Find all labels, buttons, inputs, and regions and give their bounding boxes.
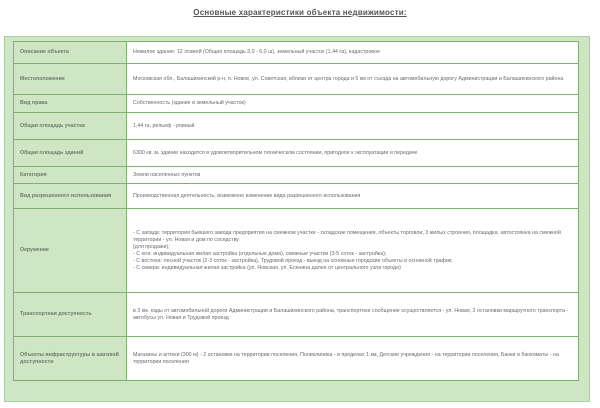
row-value: Собственность (здание и земельный участок) — [127, 95, 579, 113]
row-label: Местоположение — [14, 64, 127, 95]
table-row — [14, 209, 579, 293]
row-label: Общая площадь участка — [14, 113, 127, 140]
row-value: в 3 км. езды от автомобильной дороги Администрации и Балашихинского района, транспортное сообщение осуществляется - ул. Новая, 2 остановки маршрутного транспорта - автобусы ул. Новая и Трудовой проезд — [127, 293, 579, 337]
row-value: Производственная деятельность, возможное изменение вида разрешенного использования — [127, 184, 579, 209]
row-value: Московская обл., Балашихинский р-н, п. Новое, ул. Советская, вблизи от центра города и 5 км от съезда на автомобильную дорогу Администрации и Балашихинского района — [127, 64, 579, 95]
row-label: Категория — [14, 167, 127, 184]
row-label: Описание объекта — [14, 42, 127, 64]
surroundings-line: - С севера: индивидуальная жилая застройка (ул. Новская, ул. Есенина далее от центрального узла города) — [133, 264, 401, 271]
table-row — [14, 64, 579, 95]
table-row — [14, 337, 579, 381]
row-label: Общая площадь зданий — [14, 140, 127, 167]
table-row — [14, 113, 579, 140]
characteristics-card — [4, 36, 590, 402]
page-title: Основные характеристики объекта недвижимости: — [193, 8, 407, 17]
surroundings-line: - С востока: лесной участок (2-3 соток - застройка), Трудовой проезд - выезд на основные городские объекты и основной трафик; — [133, 257, 453, 264]
table-row — [14, 293, 579, 337]
table-row — [14, 95, 579, 113]
row-value: Магазины и аптеки (300 м) - 2 остановки на территории поселения, Поликлиника - в пределах 1 км, Детские учреждения - на территории поселения, Банки и банкоматы - на территории поселения — [127, 337, 579, 381]
row-value: 6300 кв. м, здание находится в удовлетворительном техническом состоянии, пригодное к эксплуатации и передаче — [127, 140, 579, 167]
table-row — [14, 167, 579, 184]
row-value: 1,44 га, рельеф - ровный — [127, 113, 579, 140]
row-label: Вид разрешенного использования — [14, 184, 127, 209]
row-value — [127, 209, 579, 293]
row-label: Окружение — [14, 209, 127, 293]
row-label: Вид права — [14, 95, 127, 113]
table-row — [14, 140, 579, 167]
table-row — [14, 184, 579, 209]
surroundings-line: - С запада: территория бывшего завода предприятия на смежном участке - складские помещения, объекты торговли, 3 жилых строения, площадка, автостоянка на смежной территории - ул. Новая и дом по соседству — [133, 229, 561, 243]
table-row — [14, 42, 579, 64]
row-label: Объекты инфраструктуры в шаговой доступности — [14, 337, 127, 381]
surroundings-line: - С юга: индивидуальная жилая застройка (отдельные дома), смежные участки (3-5 соток - застройка); — [133, 250, 387, 257]
row-label: Транспортная доступность — [14, 293, 127, 337]
row-value: Земли населенных пунктов — [127, 167, 579, 184]
surroundings-line: (для продажи); — [133, 243, 170, 250]
row-value: Нежилое здание: 12 этажей (Общая площадь 3,0 - 6,0 ш), земельный участок (1,44 га), кадастровое — [127, 42, 579, 64]
characteristics-table — [13, 41, 579, 381]
